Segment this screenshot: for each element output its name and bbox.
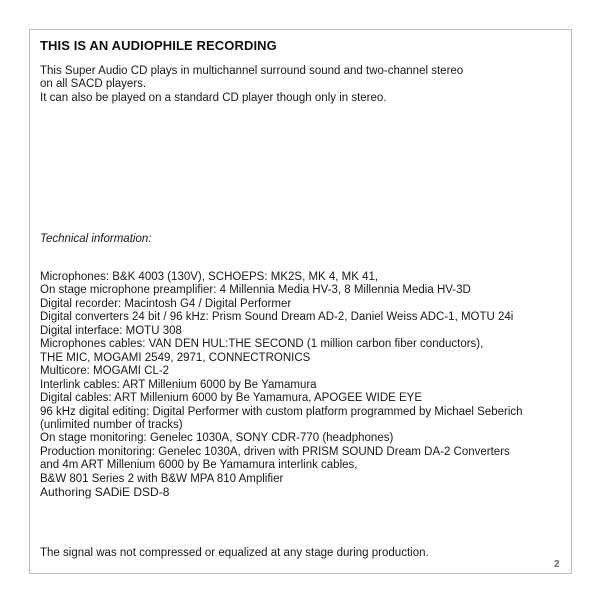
technical-line: Microphones: B&K 4003 (130V), SCHOEPS: MK2S, MK 4, MK 41,	[40, 271, 379, 283]
technical-line: On stage monitoring: Genelec 1030A, SONY CDR-770 (headphones)	[40, 432, 394, 445]
page-number: 2	[554, 559, 560, 570]
authoring-line: Authoring SADiE DSD-8	[40, 485, 170, 499]
technical-line: Interlink cables: ART Millenium 6000 by Be Yamamura	[40, 378, 317, 391]
intro-line: on all SACD players.	[40, 78, 147, 91]
technical-line: Microphones cables: VAN DEN HUL:THE SECOND (1 million carbon fiber conductors),	[40, 338, 484, 351]
technical-line: Digital converters 24 bit / 96 kHz: Prism Sound Dream AD-2, Daniel Weiss ADC-1, MOTU 24i	[40, 311, 514, 324]
intro-line: This Super Audio CD plays in multichannel surround sound and two-channel stereo	[40, 65, 464, 77]
technical-line: Digital recorder: Macintosh G4 / Digital Performer	[40, 297, 292, 310]
technical-line: Multicore: MOGAMI CL-2	[40, 365, 170, 378]
technical-line: 96 kHz digital editing: Digital Performer with custom platform programmed by Michael Seberich	[40, 405, 523, 418]
technical-info-list	[40, 271, 523, 486]
intro-paragraph	[40, 65, 463, 105]
technical-line: B&W 801 Series 2 with B&W MPA 810 Amplifier	[40, 472, 284, 485]
signal-note: The signal was not compressed or equalized at any stage during production.	[40, 547, 429, 559]
page-heading: THIS IS AN AUDIOPHILE RECORDING	[40, 38, 277, 53]
technical-line: Digital interface: MOTU 308	[40, 324, 182, 337]
technical-line: Production monitoring: Genelec 1030A, driven with PRISM SOUND Dream DA-2 Converters	[40, 445, 510, 458]
technical-info-title: Technical information:	[40, 233, 152, 245]
technical-line: THE MIC, MOGAMI 2549, 2971, CONNECTRONICS	[40, 351, 311, 364]
technical-line: and 4m ART Millenium 6000 by Be Yamamura interlink cables,	[40, 459, 358, 472]
technical-line: (unlimited number of tracks)	[40, 418, 183, 431]
intro-line: It can also be played on a standard CD player though only in stereo.	[40, 91, 387, 104]
technical-line: On stage microphone preamplifier: 4 Millennia Media HV-3, 8 Millennia Media HV-3D	[40, 284, 471, 297]
technical-line: Digital cables: ART Millenium 6000 by Be Yamamura, APOGEE WIDE EYE	[40, 392, 423, 405]
